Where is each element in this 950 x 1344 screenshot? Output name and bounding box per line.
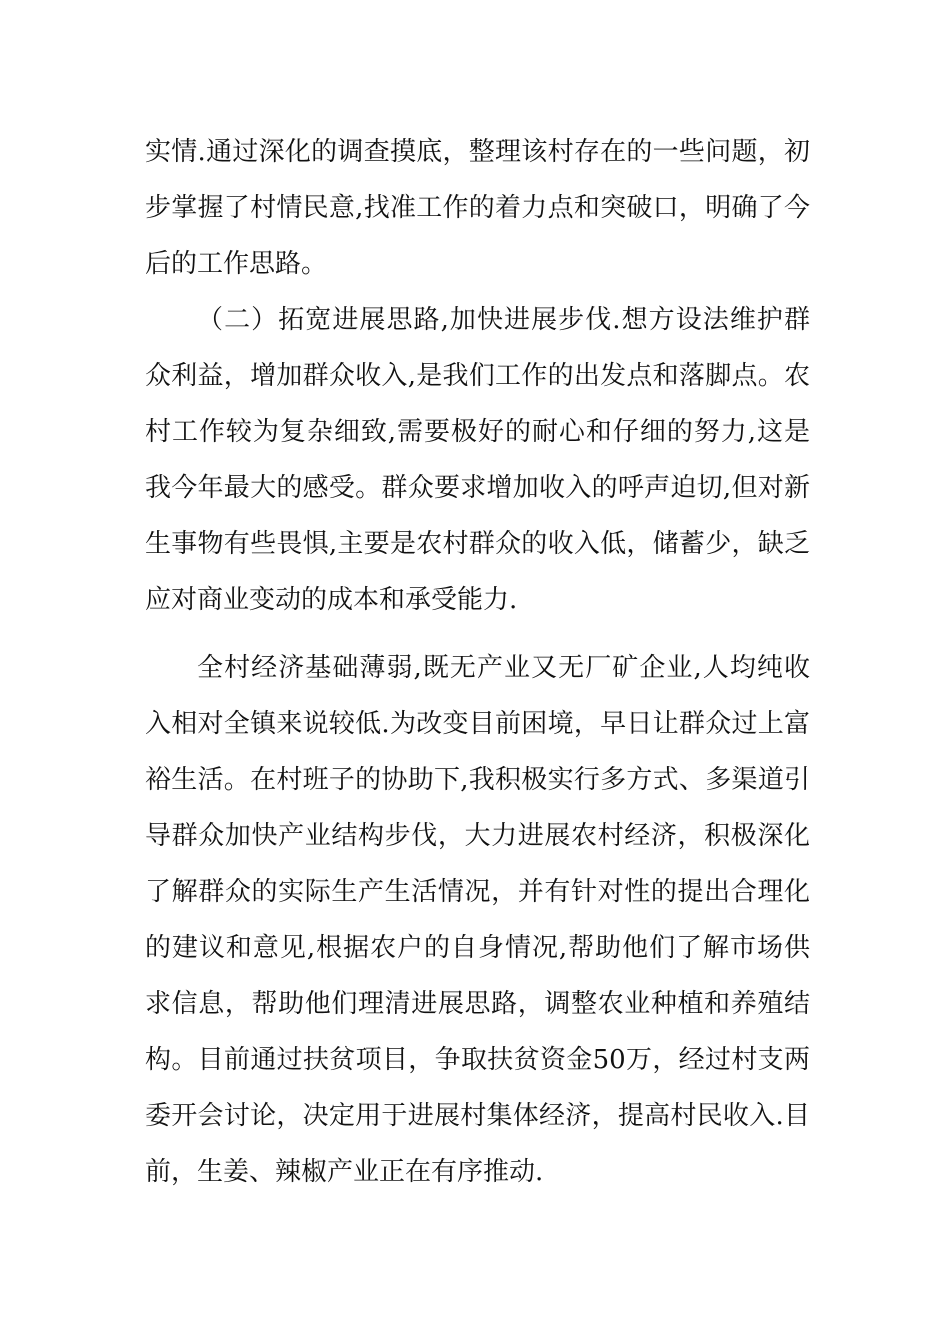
paragraph-1-line-1: 实情.通过深化的调查摸底，整理该村存在的一些问题，初 <box>145 137 810 167</box>
paragraph-3-line-6: 的建议和意见,根据农户的自身情况,帮助他们了解市场供 <box>145 933 810 963</box>
paragraph-1-line-2: 步掌握了村情民意,找准工作的着力点和突破口，明确了今 <box>145 193 810 223</box>
paragraph-2-line-2: 众利益，增加群众收入,是我们工作的出发点和落脚点。农 <box>145 361 810 391</box>
paragraph-2-line-1: （二）拓宽进展思路,加快进展步伐.想方设法维护群 <box>197 305 810 335</box>
paragraph-2-line-6: 应对商业变动的成本和承受能力. <box>145 585 518 615</box>
paragraph-1-line-3: 后的工作思路。 <box>145 249 328 279</box>
paragraph-3-line-7: 求信息，帮助他们理清进展思路，调整农业种植和养殖结 <box>145 989 810 1019</box>
paragraph-2-line-5: 生事物有些畏惧,主要是农村群众的收入低，储蓄少，缺乏 <box>145 529 810 559</box>
paragraph-3-line-2: 入相对全镇来说较低.为改变目前困境，早日让群众过上富 <box>145 709 810 739</box>
paragraph-3-line-5: 了解群众的实际生产生活情况，并有针对性的提出合理化 <box>145 877 810 907</box>
paragraph-3-line-8: 构。目前通过扶贫项目，争取扶贫资金50万，经过村支两 <box>145 1045 810 1075</box>
paragraph-2-line-3: 村工作较为复杂细致,需要极好的耐心和仔细的努力,这是 <box>145 417 810 447</box>
paragraph-3-line-10: 前，生姜、辣椒产业正在有序推动. <box>145 1157 544 1187</box>
paragraph-3-line-4: 导群众加快产业结构步伐，大力进展农村经济，积极深化 <box>145 821 810 851</box>
paragraph-2-line-4: 我今年最大的感受。群众要求增加收入的呼声迫切,但对新 <box>145 473 810 503</box>
paragraph-3-line-1: 全村经济基础薄弱,既无产业又无厂矿企业,人均纯收 <box>197 653 810 683</box>
paragraph-3-line-9: 委开会讨论，决定用于进展村集体经济，提高村民收入.目 <box>145 1101 810 1131</box>
paragraph-3-line-3: 裕生活。在村班子的协助下,我积极实行多方式、多渠道引 <box>145 765 810 795</box>
